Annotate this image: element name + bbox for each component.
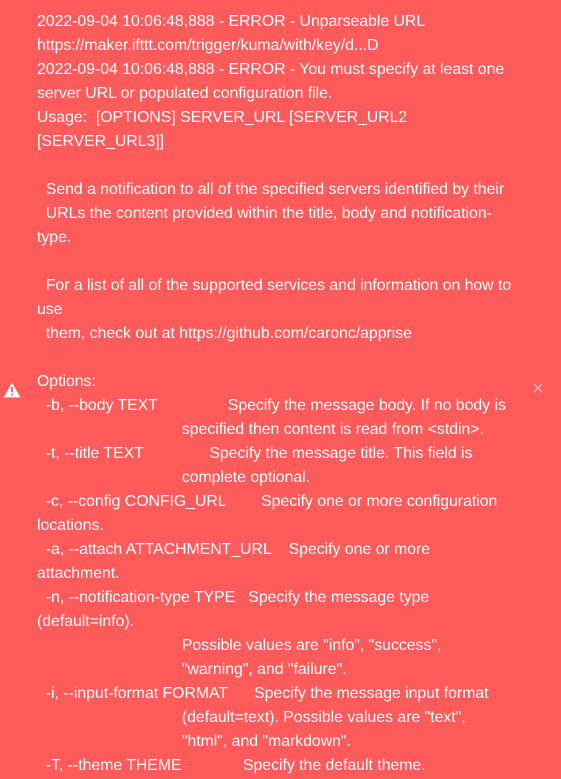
close-icon: × — [532, 378, 544, 400]
warning-triangle-icon — [3, 382, 21, 398]
error-message: 2022-09-04 10:06:48,888 - ERROR - Unparseable URL https://maker.ifttt.com/trigger/kuma/with/key/d...D 2022-09-04 10:06:48,888 - ERROR - You must specify at least one server URL or populated configuration file. Usage: [OPTIONS] SERVER_URL [SERVER_URL2 [SERVER_URL3]] Send a notification to all of the specified servers identified by their URLs the content provided within the title, body and notification- type. For a list of all of the supported services and information on how to use them, check out at https://github.com/caronc/apprise Options: -b, --body TEXT Specify the message body. If no body is specified then content is read from <stdin>. -t, --title TEXT Specify the message title. This field is complete optional. -c, --config CONFIG_URL Specify one or more configuration locations. -a, --attach ATTACHMENT_URL Specify one or more attachment. -n, --notification-type TYPE Specify the message type (default=info). Possible values are "info", "success", "warning", and "failure". -i, --input-format FORMAT Specify the message input format (default=text). Possible values are "text", "html", and "markdown". -T, --theme THEME Specify the default theme. — [37, 13, 512, 774]
close-button[interactable] — [528, 379, 548, 399]
